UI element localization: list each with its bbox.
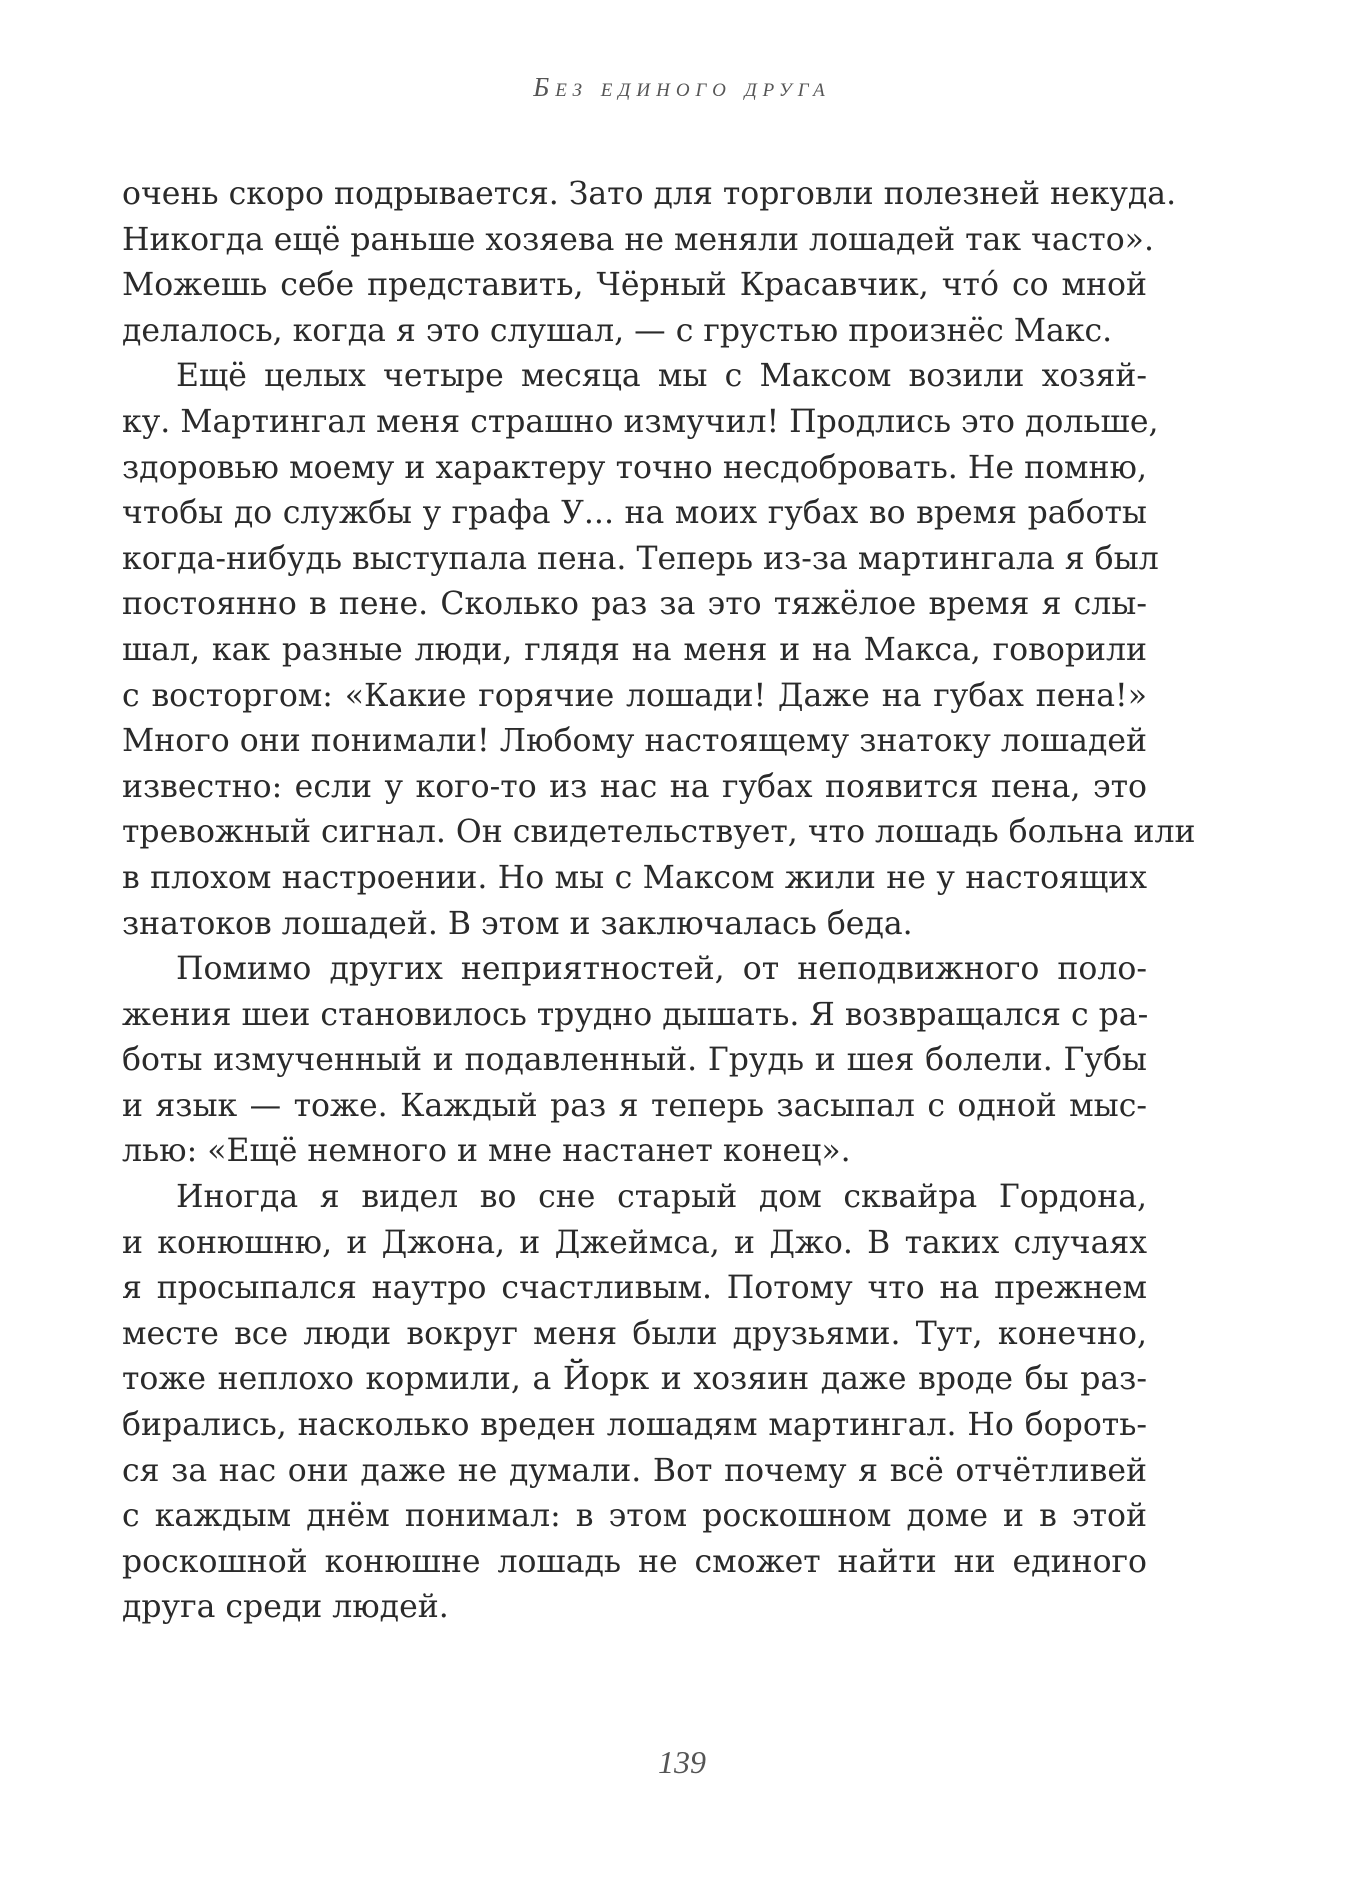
text-line: тревожный сигнал. Он свидетельствует, что лошадь больна или xyxy=(122,814,1196,851)
text-line: делалось, когда я это слушал, — с грустью произнёс Макс. xyxy=(122,312,1113,349)
paragraph-1 xyxy=(122,172,1177,354)
text-line: очень скоро подрывается. Зато для торговли полезней некуда. xyxy=(122,176,1177,212)
text-line: известно: если у кого-то из нас на губах появится пена, это xyxy=(122,768,1147,805)
text-line: постоянно в пене. Сколько раз за это тяжёлое время я слы- xyxy=(122,586,1147,623)
text-line: и конюшню, и Джона, и Джеймса, и Джо. В таких случаях xyxy=(122,1224,1147,1261)
text-line: тоже неплохо кормили, а Йорк и хозяин даже вроде бы раз- xyxy=(122,1361,1147,1398)
text-line: лью: «Ещё немного и мне настанет конец». xyxy=(122,1133,851,1170)
paragraph-2 xyxy=(122,354,1196,947)
text-line: с восторгом: «Какие горячие лошади! Даже на губах пена!» xyxy=(122,677,1147,714)
text-line: чтобы до службы у графа У... на моих губах во время работы xyxy=(122,495,1147,532)
text-line: здоровью моему и характеру точно несдобровать. Не помню, xyxy=(122,449,1147,486)
text-line: Иногда я видел во сне старый дом сквайра Гордона, xyxy=(176,1179,1147,1216)
text-line: Можешь себе представить, Чёрный Красавчик, что́ со мной xyxy=(122,267,1147,304)
text-line: в плохом настроении. Но мы с Максом жили не у настоящих xyxy=(122,859,1147,896)
text-line: Никогда ещё раньше хозяева не меняли лошадей так часто». xyxy=(122,221,1154,258)
running-header: Без единого друга xyxy=(533,72,831,102)
text-line: шал, как разные люди, глядя на меня и на Макса, говорили xyxy=(122,631,1147,668)
paragraph-3 xyxy=(122,947,1147,1175)
text-line: роскошной конюшне лошадь не сможет найти ни единого xyxy=(122,1543,1147,1580)
text-line: месте все люди вокруг меня были друзьями. Тут, конечно, xyxy=(122,1315,1147,1352)
text-line: я просыпался наутро счастливым. Потому что на прежнем xyxy=(122,1270,1147,1307)
text-line: и язык — тоже. Каждый раз я теперь засыпал с одной мыс- xyxy=(122,1087,1147,1124)
text-line: ку. Мартингал меня страшно измучил! Продлись это дольше, xyxy=(122,403,1159,440)
text-line: ся за нас они даже не думали. Вот почему я всё отчётливей xyxy=(122,1452,1147,1489)
text-line: боты измученный и подавленный. Грудь и шея болели. Губы xyxy=(122,1042,1147,1079)
page-number: 139 xyxy=(658,1744,706,1780)
text-line: Много они понимали! Любому настоящему знатоку лошадей xyxy=(122,723,1147,760)
text-line: бирались, насколько вреден лошадям мартингал. Но бороть- xyxy=(122,1407,1147,1444)
text-line: знатоков лошадей. В этом и заключалась беда. xyxy=(122,905,913,942)
text-line: друга среди людей. xyxy=(122,1589,449,1626)
text-line: жения шеи становилось трудно дышать. Я возвращался с ра- xyxy=(122,996,1149,1033)
body-text xyxy=(122,172,1196,1631)
text-line: Ещё целых четыре месяца мы с Максом возили хозяй- xyxy=(176,358,1147,395)
text-line: с каждым днём понимал: в этом роскошном доме и в этой xyxy=(122,1498,1147,1535)
paragraph-4 xyxy=(122,1175,1147,1631)
text-line: когда-нибудь выступала пена. Теперь из-за мартингала я был xyxy=(122,540,1159,577)
text-line: Помимо других неприятностей, от неподвижного поло- xyxy=(176,951,1147,988)
